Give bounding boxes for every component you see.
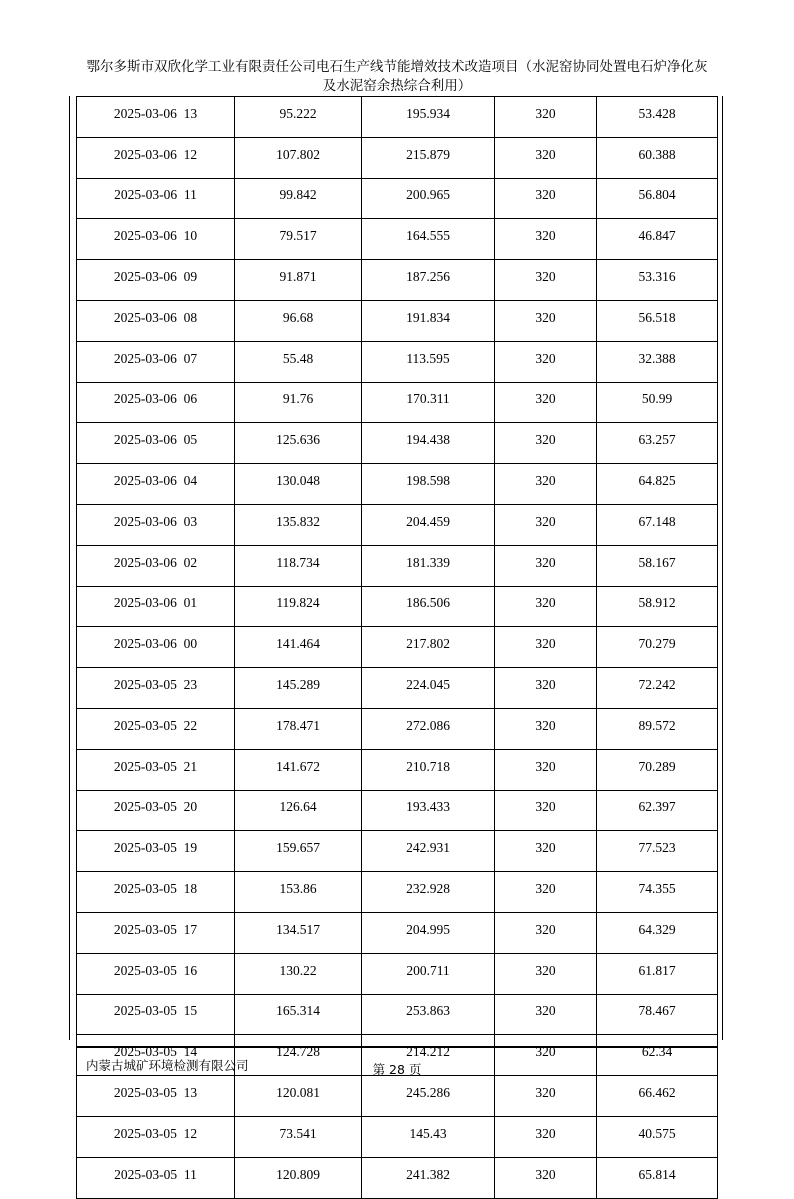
table-cell: 320 <box>495 994 597 1035</box>
table-cell: 56.804 <box>597 178 718 219</box>
table-row <box>77 872 718 913</box>
table-row <box>77 504 718 545</box>
table-cell: 2025-03-05 18 <box>77 872 235 913</box>
table-cell: 96.68 <box>235 300 362 341</box>
table-cell: 141.672 <box>235 749 362 790</box>
table-cell: 2025-03-06 10 <box>77 219 235 260</box>
table-cell: 145.289 <box>235 668 362 709</box>
table-cell: 70.279 <box>597 627 718 668</box>
table-cell: 178.471 <box>235 708 362 749</box>
table-cell: 320 <box>495 504 597 545</box>
table-row <box>77 1076 718 1117</box>
table-cell: 245.286 <box>362 1076 495 1117</box>
table-cell: 124.728 <box>235 1035 362 1076</box>
page-number: 第 28 页 <box>372 1062 422 1077</box>
table-cell: 2025-03-05 15 <box>77 994 235 1035</box>
table-cell: 320 <box>495 300 597 341</box>
table-cell: 320 <box>495 708 597 749</box>
table-cell: 2025-03-05 20 <box>77 790 235 831</box>
table-cell: 119.824 <box>235 586 362 627</box>
table-cell: 320 <box>495 1076 597 1117</box>
table-cell: 2025-03-06 03 <box>77 504 235 545</box>
table-cell: 130.048 <box>235 464 362 505</box>
table-cell: 320 <box>495 137 597 178</box>
table-cell: 89.572 <box>597 708 718 749</box>
table-cell: 2025-03-05 14 <box>77 1035 235 1076</box>
footer-company-name: 内蒙古城矿环境检测有限公司 <box>86 1058 249 1073</box>
table-cell: 72.242 <box>597 668 718 709</box>
table-cell: 107.802 <box>235 137 362 178</box>
table-row <box>77 831 718 872</box>
table-cell: 242.931 <box>362 831 495 872</box>
table-cell: 200.965 <box>362 178 495 219</box>
table-cell: 63.257 <box>597 423 718 464</box>
table-row <box>77 423 718 464</box>
table-row <box>77 668 718 709</box>
document-header <box>60 58 734 96</box>
table-row <box>77 749 718 790</box>
table-cell: 2025-03-05 17 <box>77 912 235 953</box>
table-cell: 320 <box>495 97 597 138</box>
table-cell: 134.517 <box>235 912 362 953</box>
table-cell: 77.523 <box>597 831 718 872</box>
table-cell: 113.595 <box>362 341 495 382</box>
table-cell: 320 <box>495 341 597 382</box>
table-cell: 200.711 <box>362 953 495 994</box>
table-cell: 195.934 <box>362 97 495 138</box>
table-cell: 320 <box>495 749 597 790</box>
table-cell: 120.809 <box>235 1157 362 1198</box>
table-cell: 198.598 <box>362 464 495 505</box>
table-cell: 46.847 <box>597 219 718 260</box>
data-table <box>76 96 718 1199</box>
table-cell: 73.541 <box>235 1116 362 1157</box>
table-cell: 320 <box>495 586 597 627</box>
table-row <box>77 300 718 341</box>
table-cell: 126.64 <box>235 790 362 831</box>
table-cell: 125.636 <box>235 423 362 464</box>
table-cell: 320 <box>495 464 597 505</box>
table-cell: 64.825 <box>597 464 718 505</box>
table-cell: 95.222 <box>235 97 362 138</box>
table-cell: 194.438 <box>362 423 495 464</box>
table-cell: 320 <box>495 382 597 423</box>
table-cell: 120.081 <box>235 1076 362 1117</box>
table-cell: 2025-03-06 01 <box>77 586 235 627</box>
table-cell: 181.339 <box>362 545 495 586</box>
table-body <box>77 97 718 1199</box>
table-row <box>77 341 718 382</box>
table-cell: 67.148 <box>597 504 718 545</box>
header-title-line-1: 鄂尔多斯市双欣化学工业有限责任公司电石生产线节能增效技术改造项目（水泥窑协同处置电石炉净化灰 <box>86 59 708 75</box>
table-cell: 2025-03-06 05 <box>77 423 235 464</box>
table-row <box>77 382 718 423</box>
table-cell: 320 <box>495 627 597 668</box>
table-cell: 58.167 <box>597 545 718 586</box>
table-row <box>77 260 718 301</box>
table-cell: 135.832 <box>235 504 362 545</box>
table-cell: 320 <box>495 953 597 994</box>
table-cell: 165.314 <box>235 994 362 1035</box>
table-cell: 66.462 <box>597 1076 718 1117</box>
table-cell: 272.086 <box>362 708 495 749</box>
table-cell: 2025-03-06 07 <box>77 341 235 382</box>
table-cell: 2025-03-06 00 <box>77 627 235 668</box>
table-cell: 320 <box>495 831 597 872</box>
table-cell: 159.657 <box>235 831 362 872</box>
table-cell: 217.802 <box>362 627 495 668</box>
table-cell: 210.718 <box>362 749 495 790</box>
table-cell: 2025-03-05 13 <box>77 1076 235 1117</box>
table-cell: 79.517 <box>235 219 362 260</box>
table-row <box>77 137 718 178</box>
table-cell: 2025-03-05 22 <box>77 708 235 749</box>
table-row <box>77 708 718 749</box>
table-row <box>77 994 718 1035</box>
table-cell: 2025-03-06 06 <box>77 382 235 423</box>
table-cell: 320 <box>495 423 597 464</box>
table-cell: 130.22 <box>235 953 362 994</box>
table-cell: 74.355 <box>597 872 718 913</box>
table-cell: 2025-03-06 13 <box>77 97 235 138</box>
table-cell: 53.316 <box>597 260 718 301</box>
table-cell: 232.928 <box>362 872 495 913</box>
table-cell: 153.86 <box>235 872 362 913</box>
table-cell: 64.329 <box>597 912 718 953</box>
table-cell: 2025-03-06 12 <box>77 137 235 178</box>
table-row <box>77 219 718 260</box>
table-row <box>77 178 718 219</box>
table-cell: 2025-03-06 08 <box>77 300 235 341</box>
table-row <box>77 1157 718 1198</box>
table-cell: 320 <box>495 1035 597 1076</box>
table-cell: 2025-03-06 11 <box>77 178 235 219</box>
table-cell: 214.212 <box>362 1035 495 1076</box>
table-cell: 253.863 <box>362 994 495 1035</box>
table-cell: 61.817 <box>597 953 718 994</box>
table-cell: 91.871 <box>235 260 362 301</box>
table-cell: 99.842 <box>235 178 362 219</box>
table-row <box>77 953 718 994</box>
footer-divider <box>76 1046 718 1048</box>
table-cell: 2025-03-06 09 <box>77 260 235 301</box>
table-cell: 2025-03-05 11 <box>77 1157 235 1198</box>
table-cell: 241.382 <box>362 1157 495 1198</box>
table-cell: 60.388 <box>597 137 718 178</box>
header-title-line-2: 及水泥窑余热综合利用） <box>322 78 472 94</box>
table-cell: 2025-03-06 04 <box>77 464 235 505</box>
table-cell: 141.464 <box>235 627 362 668</box>
table-cell: 91.76 <box>235 382 362 423</box>
table-cell: 224.045 <box>362 668 495 709</box>
table-cell: 204.459 <box>362 504 495 545</box>
table-row <box>77 545 718 586</box>
table-cell: 320 <box>495 668 597 709</box>
table-cell: 2025-03-06 02 <box>77 545 235 586</box>
table-cell: 118.734 <box>235 545 362 586</box>
table-cell: 40.575 <box>597 1116 718 1157</box>
table-row <box>77 912 718 953</box>
table-cell: 186.506 <box>362 586 495 627</box>
table-cell: 2025-03-05 19 <box>77 831 235 872</box>
table-cell: 62.397 <box>597 790 718 831</box>
table-cell: 191.834 <box>362 300 495 341</box>
table-cell: 145.43 <box>362 1116 495 1157</box>
table-cell: 2025-03-05 21 <box>77 749 235 790</box>
table-cell: 58.912 <box>597 586 718 627</box>
table-cell: 170.311 <box>362 382 495 423</box>
table-cell: 56.518 <box>597 300 718 341</box>
table-cell: 320 <box>495 545 597 586</box>
table-row <box>77 464 718 505</box>
table-cell: 78.467 <box>597 994 718 1035</box>
table-row <box>77 586 718 627</box>
table-row <box>77 627 718 668</box>
table-cell: 2025-03-05 23 <box>77 668 235 709</box>
table-row <box>77 97 718 138</box>
table-cell: 164.555 <box>362 219 495 260</box>
table-cell: 32.388 <box>597 341 718 382</box>
table-cell: 62.34 <box>597 1035 718 1076</box>
table-cell: 187.256 <box>362 260 495 301</box>
table-row <box>77 790 718 831</box>
table-cell: 193.433 <box>362 790 495 831</box>
table-cell: 320 <box>495 872 597 913</box>
table-cell: 320 <box>495 790 597 831</box>
table-cell: 320 <box>495 178 597 219</box>
table-cell: 320 <box>495 912 597 953</box>
table-cell: 320 <box>495 260 597 301</box>
table-cell: 215.879 <box>362 137 495 178</box>
table-cell: 2025-03-05 12 <box>77 1116 235 1157</box>
table-cell: 320 <box>495 1116 597 1157</box>
table-cell: 53.428 <box>597 97 718 138</box>
table-cell: 65.814 <box>597 1157 718 1198</box>
table-cell: 320 <box>495 219 597 260</box>
table-cell: 55.48 <box>235 341 362 382</box>
table-cell: 204.995 <box>362 912 495 953</box>
table-cell: 320 <box>495 1157 597 1198</box>
table-cell: 70.289 <box>597 749 718 790</box>
table-cell: 50.99 <box>597 382 718 423</box>
table-cell: 2025-03-05 16 <box>77 953 235 994</box>
